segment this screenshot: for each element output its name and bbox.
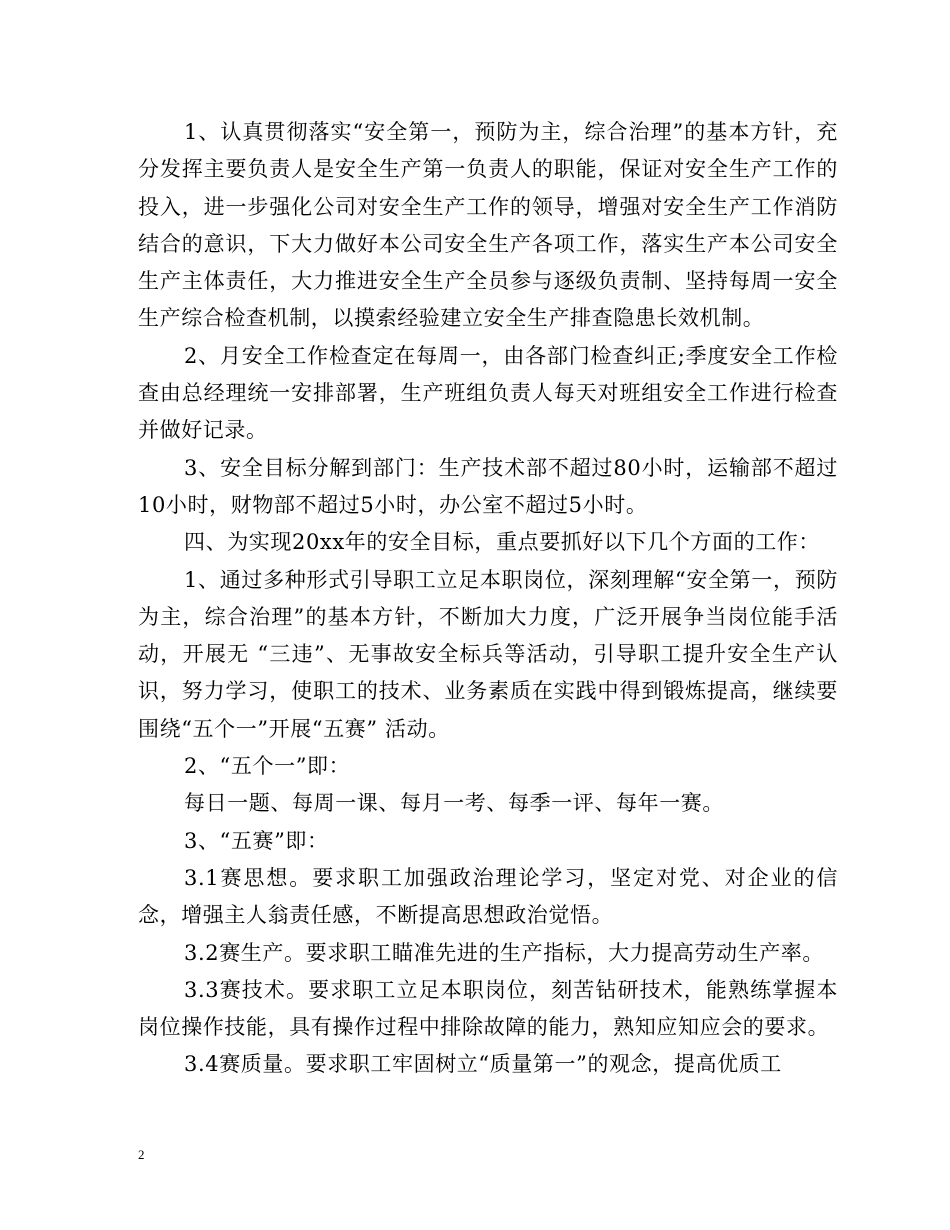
paragraph-5: 1、通过多种形式引导职工立足本职岗位，深刻理解“安全第一，预防为主，综合治理”的基本方针，不断加大力度，广泛开展争当岗位能手活动，开展无 “三违”、无事故安全标兵等活动，引导职工提升安全生产认识，努力学习，使职工的技术、业务素质在实践中得到锻炼提高，继续要围绕“五个一”开展“五赛” 活动。 — [138, 567, 838, 741]
paragraph-2: 2、月安全工作检查定在每周一，由各部门检查纠正;季度安全工作检查由总经理统一安排部署，生产班组负责人每天对班组安全工作进行检查并做好记录。 — [138, 343, 838, 443]
paragraph-9: 3.1赛思想。要求职工加强政治理论学习，坚定对党、对企业的信念，增强主人翁责任感，不断提高思想政治觉悟。 — [138, 865, 838, 928]
paragraph-7: 每日一题、每周一课、每月一考、每季一评、每年一赛。 — [184, 791, 724, 816]
paragraph-3: 3、安全目标分解到部门：生产技术部不超过80小时，运输部不超过10小时，财物部不超过5小时，办公室不超过5小时。 — [138, 455, 838, 517]
paragraph-1: 1、认真贯彻落实“安全第一，预防为主，综合治理”的基本方针，充分发挥主要负责人是安全生产第一负责人的职能，保证对安全生产工作的投入，进一步强化公司对安全生产工作的领导，增强对安全生产工作消防结合的意识，下大力做好本公司安全生产各项工作，落实生产本公司安全生产主体责任，大力推进安全生产全员参与逐级负责制、坚持每周一安全生产综合检查机制，以摸索经验建立安全生产排查隐患长效机制。 — [138, 120, 838, 331]
paragraph-12: 3.4赛质量。要求职工牢固树立“质量第一”的观念，提高优质工 — [184, 1052, 782, 1077]
document-body — [138, 114, 838, 1084]
paragraph-4: 四、为实现20xx年的安全目标，重点要抓好以下几个方面的工作： — [184, 530, 821, 555]
paragraph-11: 3.3赛技术。要求职工立足本职岗位，刻苦钻研技术，能熟练掌握本岗位操作技能，具有操作过程中排除故障的能力，熟知应知应会的要求。 — [138, 977, 838, 1040]
paragraph-8: 3、“五赛”即： — [184, 828, 329, 853]
paragraph-10: 3.2赛生产。要求职工瞄准先进的生产指标，大力提高劳动生产率。 — [184, 940, 824, 965]
paragraph-6: 2、“五个一”即： — [184, 754, 351, 779]
page-number: 2 — [138, 1147, 145, 1162]
